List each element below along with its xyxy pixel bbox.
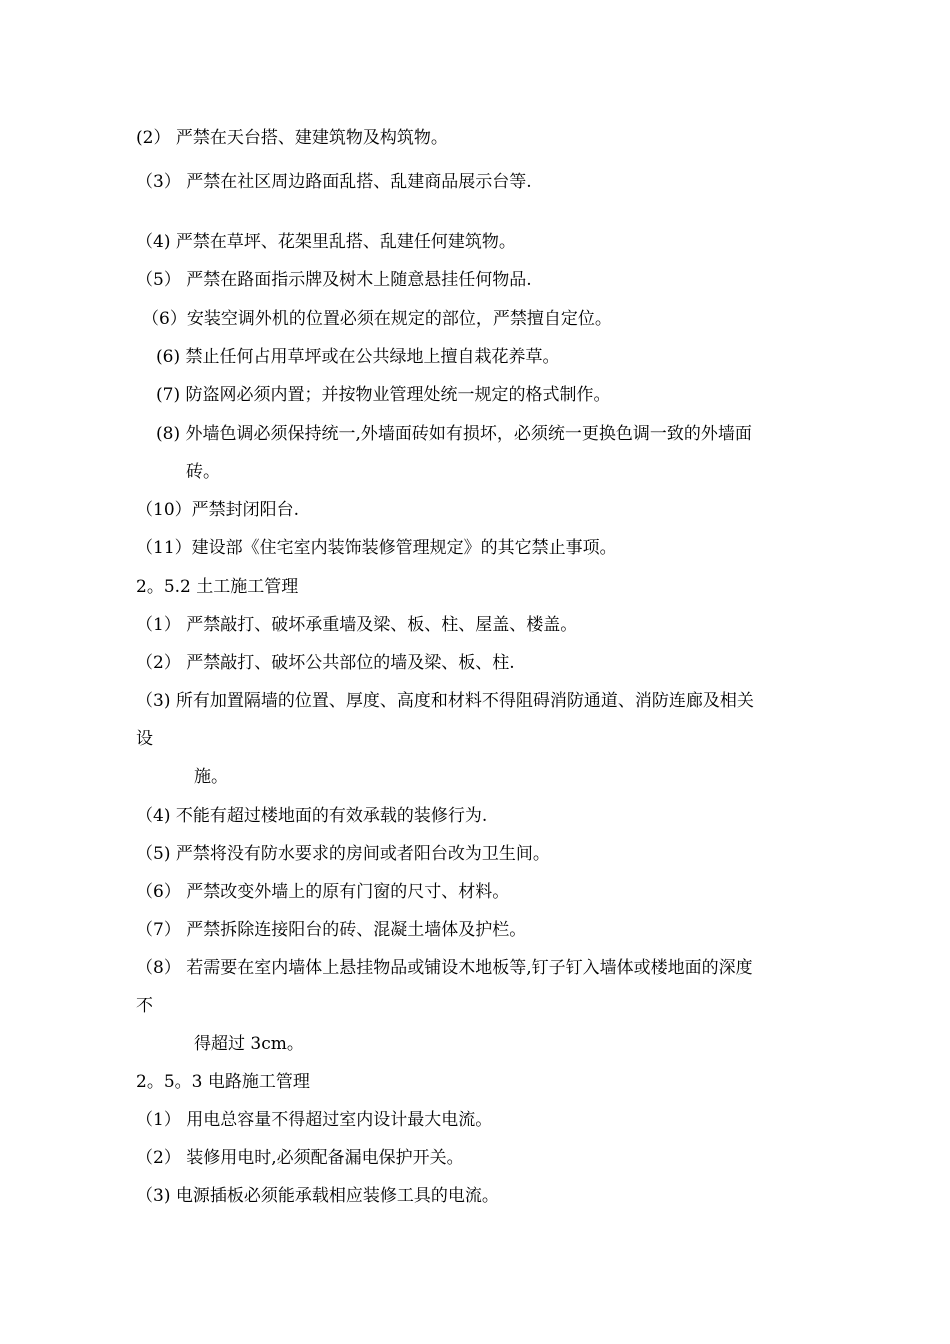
text-line: 得超过 3cm。 [194,1034,304,1054]
text-line: （3） 严禁在社区周边路面乱搭、乱建商品展示台等. [136,172,532,192]
text-line: (7) 防盗网必须内置；并按物业管理处统一规定的格式制作。 [156,385,611,405]
text-line: (2） 严禁在天台搭、建建筑物及构筑物。 [136,128,448,148]
text-line: （4) 不能有超过楼地面的有效承载的装修行为. [136,806,488,826]
text-line: （4) 严禁在草坪、花架里乱搭、乱建任何建筑物。 [136,232,516,252]
text-line: 设 [136,729,153,749]
text-line: （1） 严禁敲打、破坏承重墙及梁、板、柱、屋盖、楼盖。 [136,615,578,635]
text-line: （7） 严禁拆除连接阳台的砖、混凝土墙体及护栏。 [136,920,527,940]
text-line: (8) 外墙色调必须保持统一,外墙面砖如有损坏，必须统一更换色调一致的外墙面 [156,424,752,444]
text-line: 不 [136,996,153,1016]
text-line: （11）建设部《住宅室内装饰装修管理规定》的其它禁止事项。 [136,538,617,558]
text-line: (6) 禁止任何占用草坪或在公共绿地上擅自栽花养草。 [156,347,560,367]
text-line: （2） 装修用电时,必须配备漏电保护开关。 [136,1148,464,1168]
text-line: 施。 [194,767,228,787]
text-line: （5) 严禁将没有防水要求的房间或者阳台改为卫生间。 [136,844,550,864]
text-line: （3) 电源插板必须能承载相应装修工具的电流。 [136,1186,499,1206]
text-line: （2） 严禁敲打、破坏公共部位的墙及梁、板、柱. [136,653,515,673]
section-heading: 2。5.2 土工施工管理 [136,577,299,597]
section-heading: 2。5。3 电路施工管理 [136,1072,310,1092]
text-line: （6） 严禁改变外墙上的原有门窗的尺寸、材料。 [136,882,510,902]
text-line: （6）安装空调外机的位置必须在规定的部位，严禁擅自定位。 [142,309,612,329]
text-line: （5） 严禁在路面指示牌及树木上随意悬挂任何物品. [136,270,532,290]
text-line: （8） 若需要在室内墙体上悬挂物品或铺设木地板等,钉子钉入墙体或楼地面的深度 [136,958,753,978]
text-line: 砖。 [186,462,220,482]
text-line: （1） 用电总容量不得超过室内设计最大电流。 [136,1110,493,1130]
text-line: （3) 所有加置隔墙的位置、厚度、高度和材料不得阻碍消防通道、消防连廊及相关 [136,691,754,711]
text-line: （10）严禁封闭阳台. [136,500,300,520]
